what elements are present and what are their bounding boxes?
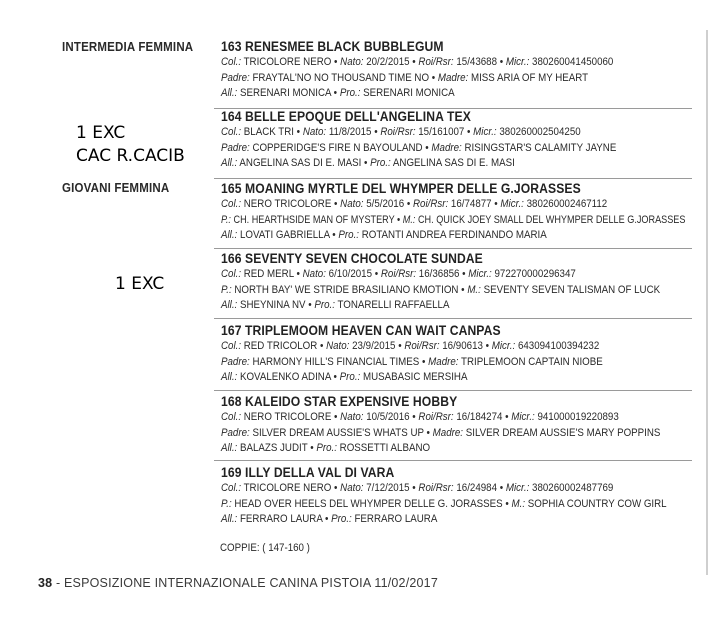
separator-bullet: • <box>334 198 338 210</box>
separator-bullet: • <box>364 157 368 170</box>
value-roi: 15/161007 <box>418 126 465 138</box>
separator-bullet: • <box>334 56 338 68</box>
label-col: Col.: <box>221 56 242 68</box>
label-roi: Roi/Rsr: <box>418 56 454 68</box>
label-col: Col.: <box>221 340 242 352</box>
value-breeder: ANGELINA SAS DI E. MASI <box>239 157 362 170</box>
label-all: All.: <box>221 371 238 384</box>
entry-details-line <box>221 481 663 497</box>
label-pro: Pro.: <box>338 229 359 242</box>
separator-bullet: • <box>334 482 338 494</box>
separator-bullet: • <box>397 213 401 226</box>
value-microchip: 643094100394232 <box>517 340 600 352</box>
separator-bullet: • <box>426 426 430 439</box>
separator-bullet: • <box>333 87 338 100</box>
entry-parents-line <box>221 213 686 229</box>
value-dam: RISINGSTAR'S CALAMITY JAYNE <box>464 141 617 154</box>
entry-separator <box>214 318 692 319</box>
label-roi: Roi/Rsr: <box>404 340 440 352</box>
entry-parents-line <box>221 355 663 371</box>
entry-title: 163 RENESMEE BLACK BUBBLEGUM <box>221 39 444 54</box>
class-label-intermedia-femmina: INTERMEDIA FEMMINA <box>62 40 194 54</box>
label-micr: Micr.: <box>505 482 530 494</box>
separator-bullet: • <box>462 268 466 280</box>
separator-bullet: • <box>461 283 465 296</box>
value-sire: CH. HEARTHSIDE MAN OF MYSTERY <box>233 213 395 226</box>
pairs-line: COPPIE: ( 147-160 ) <box>220 542 310 554</box>
value-birth-date: 10/5/2016 <box>366 411 410 423</box>
separator-bullet: • <box>425 141 429 154</box>
entry-owner-line <box>221 228 663 244</box>
label-p: P.: <box>221 497 232 510</box>
value-birth-date: 6/10/2015 <box>328 268 373 280</box>
entry-parents-line <box>221 426 663 442</box>
entry-separator <box>214 178 692 179</box>
label-p: P.: <box>221 283 232 296</box>
value-breeder: FERRARO LAURA <box>239 513 323 526</box>
value-color: NERO TRICOLORE <box>243 411 332 423</box>
value-breeder: KOVALENKO ADINA <box>239 371 331 384</box>
label-all: All.: <box>221 229 238 242</box>
value-birth-date: 20/2/2015 <box>366 56 410 68</box>
separator-bullet: • <box>310 442 314 455</box>
label-micr: Micr.: <box>500 198 524 210</box>
value-breeder: LOVATI GABRIELLA <box>239 229 330 242</box>
label-madre: Madre: <box>431 141 462 154</box>
entry-title: 165 MOANING MYRTLE DEL WHYMPER DELLE G.JORASSES <box>221 181 581 196</box>
entry-165 <box>221 180 701 244</box>
value-dam: TRIPLEMOON CAPTAIN NIOBE <box>461 355 603 368</box>
label-nato: Nato: <box>340 482 364 494</box>
page-footer <box>38 576 438 590</box>
value-dam: SOPHIA COUNTRY COW GIRL <box>527 497 667 510</box>
entry-166 <box>221 250 701 314</box>
label-col: Col.: <box>221 268 242 280</box>
value-microchip: 972270000296347 <box>494 268 576 280</box>
result-annotation-166-grade: 1 EXC <box>115 274 165 294</box>
label-nato: Nato: <box>340 56 364 68</box>
page-edge-shadow <box>706 30 708 575</box>
entry-title: 164 BELLE EPOQUE DELL'ANGELINA TEX <box>221 109 471 124</box>
value-sire: HARMONY HILL'S FINANCIAL TIMES <box>252 355 420 368</box>
separator-bullet: • <box>505 411 509 423</box>
entry-owner-line <box>221 156 663 172</box>
separator-bullet: • <box>494 198 498 210</box>
label-col: Col.: <box>221 482 242 494</box>
separator-bullet: • <box>319 340 324 352</box>
value-owner: ROSSETTI ALBANO <box>339 442 431 455</box>
entry-owner-line <box>221 298 663 314</box>
label-micr: Micr.: <box>491 340 516 352</box>
value-sire: SILVER DREAM AUSSIE'S WHATS UP <box>252 426 424 439</box>
label-p: P.: <box>221 213 231 226</box>
entry-details-line <box>221 339 663 355</box>
label-col: Col.: <box>221 198 242 210</box>
label-col: Col.: <box>221 126 242 138</box>
separator-bullet: • <box>422 355 426 368</box>
label-padre: Padre: <box>221 426 250 439</box>
value-roi: 16/90613 <box>442 340 483 352</box>
value-microchip: 380260041450060 <box>532 56 614 68</box>
label-micr: Micr.: <box>468 268 492 280</box>
separator-bullet: • <box>505 497 509 510</box>
entry-parents-line <box>221 71 663 87</box>
label-all: All.: <box>221 87 238 100</box>
value-roi: 16/184274 <box>456 411 503 423</box>
separator-bullet: • <box>499 56 504 68</box>
separator-bullet: • <box>412 482 416 494</box>
entry-title: 167 TRIPLEMOOM HEAVEN CAN WAIT CANPAS <box>221 323 501 338</box>
value-roi: 16/24984 <box>456 482 497 494</box>
class-label-giovani-femmina: GIOVANI FEMMINA <box>62 181 170 195</box>
label-nato: Nato: <box>302 268 326 280</box>
label-pro: Pro.: <box>331 513 352 526</box>
value-sire: FRAYTAL'NO NO THOUSAND TIME NO <box>252 71 430 84</box>
value-microchip: 380260002467112 <box>526 198 608 210</box>
separator-bullet: • <box>499 482 504 494</box>
label-roi: Roi/Rsr: <box>418 482 454 494</box>
value-breeder: BALAZS JUDIT <box>239 442 308 455</box>
value-dam: CH. QUICK JOEY SMALL DEL WHYMPER DELLE G.JORASSES <box>417 213 686 226</box>
value-color: RED MERL <box>243 268 294 280</box>
label-roi: Roi/Rsr: <box>380 268 417 280</box>
separator-bullet: • <box>412 56 416 68</box>
label-micr: Micr.: <box>505 56 530 68</box>
entry-title: 169 ILLY DELLA VAL DI VARA <box>221 465 395 480</box>
entry-parents-line <box>221 497 667 513</box>
entry-163 <box>221 38 701 102</box>
entry-parents-line <box>221 141 663 157</box>
value-roi: 15/43688 <box>456 56 497 68</box>
label-col: Col.: <box>221 411 242 423</box>
value-owner: SERENARI MONICA <box>363 87 455 100</box>
label-all: All.: <box>221 513 238 526</box>
label-roi: Roi/Rsr: <box>380 126 416 138</box>
entry-details-line <box>221 197 663 213</box>
entry-169 <box>221 464 701 528</box>
label-padre: Padre: <box>221 141 250 154</box>
value-birth-date: 5/5/2016 <box>366 198 405 210</box>
entry-title: 168 KALEIDO STAR EXPENSIVE HOBBY <box>221 394 458 409</box>
label-pro: Pro.: <box>339 371 361 384</box>
value-color: NERO TRICOLORE <box>243 198 332 210</box>
separator-bullet: • <box>467 126 471 138</box>
label-m: M.: <box>511 497 526 510</box>
label-m: M.: <box>467 283 481 296</box>
value-birth-date: 7/12/2015 <box>366 482 410 494</box>
separator-bullet: • <box>431 71 436 84</box>
value-color: RED TRICOLOR <box>243 340 318 352</box>
entry-separator <box>214 460 692 461</box>
separator-bullet: • <box>296 126 301 138</box>
entry-title: 166 SEVENTY SEVEN CHOCOLATE SUNDAE <box>221 251 483 266</box>
label-micr: Micr.: <box>473 126 497 138</box>
value-owner: ROTANTI ANDREA FERDINANDO MARIA <box>361 229 547 242</box>
value-microchip: 380260002504250 <box>499 126 581 138</box>
entry-owner-line <box>221 86 663 102</box>
label-pro: Pro.: <box>370 157 391 170</box>
value-microchip: 380260002487769 <box>532 482 614 494</box>
entry-details-line <box>221 125 663 141</box>
value-color: TRICOLORE NERO <box>243 56 332 68</box>
value-color: TRICOLORE NERO <box>243 482 332 494</box>
value-dam: SILVER DREAM AUSSIE'S MARY POPPINS <box>465 426 661 439</box>
value-sire: COPPERIDGE'S FIRE N BAYOULAND <box>252 141 423 154</box>
separator-bullet: • <box>334 411 338 423</box>
label-padre: Padre: <box>221 71 250 84</box>
value-roi: 16/74877 <box>450 198 492 210</box>
label-all: All.: <box>221 299 238 312</box>
result-annotation-164-award: CAC R.CACIB <box>76 146 185 166</box>
value-dam: MISS ARIA OF MY HEART <box>470 71 589 84</box>
separator-bullet: • <box>308 299 312 312</box>
separator-bullet: • <box>374 268 379 280</box>
entry-168 <box>221 393 701 457</box>
value-owner: MUSABASIC MERSIHA <box>362 371 468 384</box>
page-number: 38 <box>38 576 53 590</box>
value-dam: SEVENTY SEVEN TALISMAN OF LUCK <box>483 283 661 296</box>
label-nato: Nato: <box>302 126 327 138</box>
entry-details-line <box>221 267 663 283</box>
value-owner: ANGELINA SAS DI E. MASI <box>392 157 515 170</box>
entry-details-line <box>221 410 663 426</box>
value-microchip: 941000019220893 <box>537 411 619 423</box>
label-pro: Pro.: <box>339 87 361 100</box>
label-all: All.: <box>221 442 238 455</box>
value-sire: HEAD OVER HEELS DEL WHYMPER DELLE G. JORASSES <box>234 497 503 510</box>
entry-167 <box>221 322 701 386</box>
value-roi: 16/36856 <box>418 268 460 280</box>
separator-bullet: • <box>333 371 337 384</box>
label-padre: Padre: <box>221 355 250 368</box>
value-owner: FERRARO LAURA <box>354 513 438 526</box>
label-madre: Madre: <box>432 426 464 439</box>
separator-bullet: • <box>374 126 378 138</box>
entry-separator <box>214 248 692 249</box>
footer-text: - ESPOSIZIONE INTERNAZIONALE CANINA PISTOIA 11/02/2017 <box>52 576 438 590</box>
entry-owner-line <box>221 512 663 528</box>
label-pro: Pro.: <box>314 299 335 312</box>
label-pro: Pro.: <box>316 442 337 455</box>
label-m: M.: <box>402 213 416 226</box>
separator-bullet: • <box>332 229 336 242</box>
label-nato: Nato: <box>340 411 364 423</box>
entry-separator <box>214 390 692 391</box>
label-all: All.: <box>221 157 238 170</box>
value-breeder: SERENARI MONICA <box>239 87 331 100</box>
entry-parents-line <box>221 283 663 299</box>
label-madre: Madre: <box>428 355 459 368</box>
label-roi: Roi/Rsr: <box>418 411 454 423</box>
value-birth-date: 11/8/2015 <box>328 126 372 138</box>
label-nato: Nato: <box>340 198 364 210</box>
value-color: BLACK TRI <box>243 126 294 138</box>
label-madre: Madre: <box>437 71 469 84</box>
value-owner: TONARELLI RAFFAELLA <box>337 299 450 312</box>
entry-164 <box>221 108 701 172</box>
separator-bullet: • <box>325 513 329 526</box>
separator-bullet: • <box>296 268 300 280</box>
entry-details-line <box>221 55 663 71</box>
separator-bullet: • <box>485 340 490 352</box>
entry-owner-line <box>221 370 663 386</box>
value-breeder: SHEYNINA NV <box>239 299 306 312</box>
separator-bullet: • <box>398 340 402 352</box>
separator-bullet: • <box>412 411 416 423</box>
entry-owner-line <box>221 441 663 457</box>
value-birth-date: 23/9/2015 <box>352 340 396 352</box>
result-annotation-164-grade: 1 EXC <box>76 123 126 143</box>
value-sire: NORTH BAY' WE STRIDE BRASILIANO KMOTION <box>234 283 459 296</box>
label-micr: Micr.: <box>511 411 535 423</box>
separator-bullet: • <box>406 198 411 210</box>
label-roi: Roi/Rsr: <box>413 198 449 210</box>
label-nato: Nato: <box>326 340 350 352</box>
